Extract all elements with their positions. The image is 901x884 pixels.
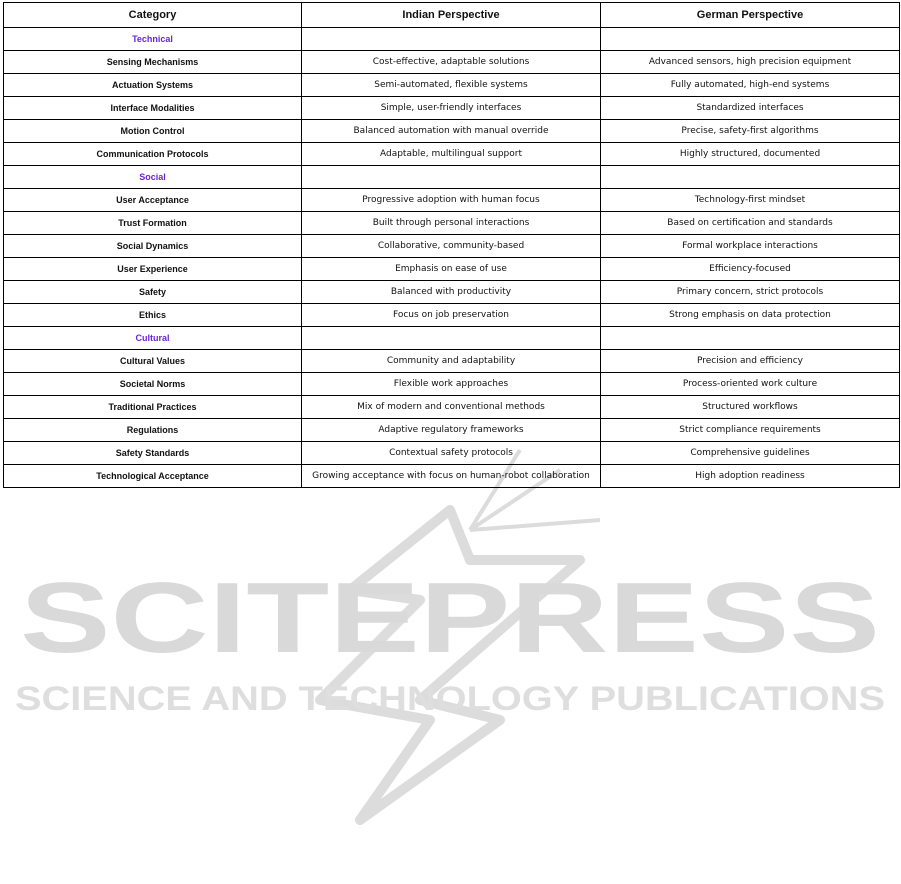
category-cell: User Acceptance — [4, 189, 302, 212]
indian-perspective-cell: Adaptive regulatory frameworks — [302, 419, 601, 442]
german-perspective-cell: Process-oriented work culture — [601, 373, 900, 396]
table-row — [4, 442, 900, 465]
german-perspective-cell: Efficiency-focused — [601, 258, 900, 281]
indian-perspective-cell: Progressive adoption with human focus — [302, 189, 601, 212]
indian-perspective-cell: Adaptable, multilingual support — [302, 143, 601, 166]
german-perspective-cell: High adoption readiness — [601, 465, 900, 488]
german-perspective-cell: Comprehensive guidelines — [601, 442, 900, 465]
category-cell: Social Dynamics — [4, 235, 302, 258]
indian-perspective-cell: Balanced with productivity — [302, 281, 601, 304]
table-row — [4, 74, 900, 97]
german-perspective-cell: Technology-first mindset — [601, 189, 900, 212]
german-perspective-cell: Strong emphasis on data protection — [601, 304, 900, 327]
german-perspective-cell: Primary concern, strict protocols — [601, 281, 900, 304]
category-cell: Safety — [4, 281, 302, 304]
indian-perspective-cell: Cost-effective, adaptable solutions — [302, 51, 601, 74]
german-perspective-cell: Formal workplace interactions — [601, 235, 900, 258]
indian-perspective-cell: Flexible work approaches — [302, 373, 601, 396]
table-row — [4, 373, 900, 396]
section-empty-cell — [302, 327, 601, 350]
indian-perspective-cell: Balanced automation with manual override — [302, 120, 601, 143]
category-cell: Regulations — [4, 419, 302, 442]
table-body — [4, 28, 900, 488]
table-row — [4, 97, 900, 120]
table-row — [4, 281, 900, 304]
german-perspective-cell: Fully automated, high-end systems — [601, 74, 900, 97]
section-empty-cell — [601, 166, 900, 189]
indian-perspective-cell: Built through personal interactions — [302, 212, 601, 235]
table-row — [4, 465, 900, 488]
table-row — [4, 258, 900, 281]
indian-perspective-cell: Mix of modern and conventional methods — [302, 396, 601, 419]
category-cell: Safety Standards — [4, 442, 302, 465]
header-category: Category — [4, 3, 302, 28]
watermark-emblem-outline — [320, 510, 580, 820]
table-row — [4, 51, 900, 74]
category-cell: Sensing Mechanisms — [4, 51, 302, 74]
indian-perspective-cell: Growing acceptance with focus on human-robot collaboration — [302, 465, 601, 488]
german-perspective-cell: Advanced sensors, high precision equipment — [601, 51, 900, 74]
german-perspective-cell: Strict compliance requirements — [601, 419, 900, 442]
table-row — [4, 304, 900, 327]
german-perspective-cell: Highly structured, documented — [601, 143, 900, 166]
section-empty-cell — [601, 327, 900, 350]
indian-perspective-cell: Contextual safety protocols — [302, 442, 601, 465]
table-row — [4, 235, 900, 258]
comparison-table — [3, 2, 900, 488]
watermark-tagline: SCIENCE AND TECHNOLOGY PUBLICATIONS — [15, 680, 885, 718]
section-empty-cell — [302, 166, 601, 189]
table-row — [4, 189, 900, 212]
indian-perspective-cell: Semi-automated, flexible systems — [302, 74, 601, 97]
table-row — [4, 143, 900, 166]
german-perspective-cell: Precision and efficiency — [601, 350, 900, 373]
section-title: Cultural — [4, 327, 302, 350]
german-perspective-cell: Based on certification and standards — [601, 212, 900, 235]
table-row — [4, 419, 900, 442]
german-perspective-cell: Structured workflows — [601, 396, 900, 419]
indian-perspective-cell: Emphasis on ease of use — [302, 258, 601, 281]
section-row — [4, 327, 900, 350]
category-cell: Cultural Values — [4, 350, 302, 373]
section-empty-cell — [302, 28, 601, 51]
section-empty-cell — [601, 28, 900, 51]
header-german: German Perspective — [601, 3, 900, 28]
indian-perspective-cell: Collaborative, community-based — [302, 235, 601, 258]
table-row — [4, 120, 900, 143]
category-cell: Interface Modalities — [4, 97, 302, 120]
section-row — [4, 166, 900, 189]
german-perspective-cell: Precise, safety-first algorithms — [601, 120, 900, 143]
german-perspective-cell: Standardized interfaces — [601, 97, 900, 120]
category-cell: Communication Protocols — [4, 143, 302, 166]
category-cell: Traditional Practices — [4, 396, 302, 419]
table-row — [4, 396, 900, 419]
indian-perspective-cell: Community and adaptability — [302, 350, 601, 373]
section-row — [4, 28, 900, 51]
indian-perspective-cell: Simple, user-friendly interfaces — [302, 97, 601, 120]
category-cell: Ethics — [4, 304, 302, 327]
category-cell: Motion Control — [4, 120, 302, 143]
section-title: Technical — [4, 28, 302, 51]
indian-perspective-cell: Focus on job preservation — [302, 304, 601, 327]
category-cell: Technological Acceptance — [4, 465, 302, 488]
watermark-brand: SCITEPRESS — [20, 562, 880, 674]
category-cell: Trust Formation — [4, 212, 302, 235]
category-cell: User Experience — [4, 258, 302, 281]
header-indian: Indian Perspective — [302, 3, 601, 28]
category-cell: Actuation Systems — [4, 74, 302, 97]
category-cell: Societal Norms — [4, 373, 302, 396]
table-row — [4, 212, 900, 235]
table-row — [4, 350, 900, 373]
table-header-row — [4, 3, 900, 28]
section-title: Social — [4, 166, 302, 189]
